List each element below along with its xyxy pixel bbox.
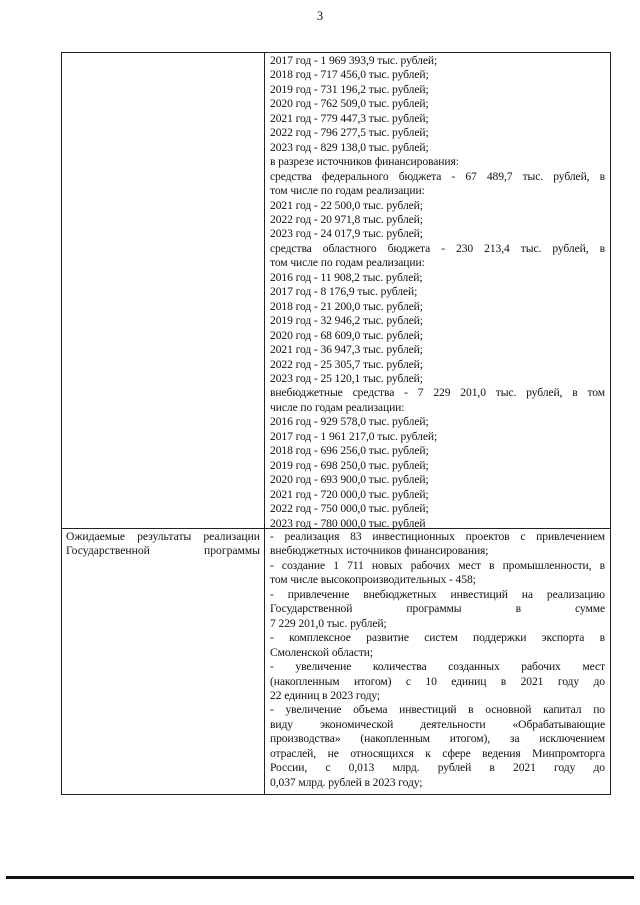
- funding-line: 2021 год - 720 000,0 тыс. рублей;: [270, 487, 429, 501]
- funding-line: 2022 год - 796 277,5 тыс. рублей;: [270, 126, 429, 140]
- funding-line: 2023 год - 25 120,1 тыс. рублей;: [270, 371, 423, 385]
- result-line: - реализация 83 инвестиционных проектов с привлечением: [270, 530, 605, 543]
- funding-line: числе по годам реализации:: [270, 400, 405, 414]
- result-line: - увеличение объема инвестиций в основной капитал по: [270, 703, 605, 717]
- funding-line: 2018 год - 696 256,0 тыс. рублей;: [270, 444, 429, 458]
- result-line: (накопленным итогом) с 10 единиц в 2021 году до: [270, 674, 605, 688]
- result-line: виду экономической деятельности «Обрабатывающие: [270, 717, 605, 731]
- funding-line: 2022 год - 20 971,8 тыс. рублей;: [270, 212, 423, 226]
- program-passport-table: [61, 52, 611, 795]
- funding-line: том числе по годам реализации:: [270, 184, 425, 198]
- funding-line: 2020 год - 762 509,0 тыс. рублей;: [270, 97, 429, 111]
- result-line: внебюджетных источников финансирования;: [270, 544, 489, 558]
- expected-results-content-cell: [265, 529, 610, 794]
- funding-line: внебюджетные средства - 7 229 201,0 тыс. рублей, в том: [270, 386, 605, 400]
- result-line: - привлечение внебюджетных инвестиций на реализацию: [270, 587, 605, 601]
- footer-rule: [6, 876, 634, 879]
- funding-line: 2019 год - 731 196,2 тыс. рублей;: [270, 82, 429, 96]
- result-line: 0,037 млрд. рублей в 2023 году;: [270, 775, 423, 789]
- result-line: Государственной программы в сумме: [270, 602, 605, 616]
- result-line: - комплексное развитие систем поддержки экспорта в: [270, 631, 605, 645]
- funding-line: 2017 год - 1 969 393,9 тыс. рублей;: [270, 54, 438, 67]
- funding-line: в разрезе источников финансирования:: [270, 155, 459, 169]
- funding-line: средства областного бюджета - 230 213,4 тыс. рублей, в: [270, 241, 605, 255]
- funding-line: 2019 год - 32 946,2 тыс. рублей;: [270, 314, 423, 328]
- funding-line: 2016 год - 11 908,2 тыс. рублей;: [270, 270, 423, 284]
- funding-line: 2022 год - 750 000,0 тыс. рублей;: [270, 502, 429, 516]
- expected-results-label: Ожидаемые результаты реализации Государственной программы: [66, 530, 260, 558]
- result-line: производства» (накопленным итогом), за исключением: [270, 732, 605, 746]
- funding-line: 2020 год - 68 609,0 тыс. рублей;: [270, 328, 423, 342]
- result-line: 22 единиц в 2023 году;: [270, 688, 381, 702]
- result-line: - увеличение количества созданных рабочих мест: [270, 660, 605, 674]
- funding-line: 2023 год - 24 017,9 тыс. рублей;: [270, 227, 423, 241]
- expected-results-label-cell: [62, 529, 265, 794]
- funding-line: 2020 год - 693 900,0 тыс. рублей;: [270, 473, 429, 487]
- funding-line: 2021 год - 22 500,0 тыс. рублей;: [270, 198, 423, 212]
- funding-line: 2022 год - 25 305,7 тыс. рублей;: [270, 357, 423, 371]
- funding-line: 2018 год - 21 200,0 тыс. рублей;: [270, 299, 423, 313]
- funding-line: 2017 год - 8 176,9 тыс. рублей;: [270, 285, 418, 299]
- funding-line: 2017 год - 1 961 217,0 тыс. рублей;: [270, 429, 438, 443]
- funding-label-cell: [62, 53, 265, 528]
- funding-line: 2021 год - 36 947,3 тыс. рублей;: [270, 343, 423, 357]
- funding-line: 2019 год - 698 250,0 тыс. рублей;: [270, 458, 429, 472]
- funding-line: 2023 год - 780 000,0 тыс. рублей: [270, 516, 426, 530]
- result-line: том числе высокопроизводительных - 458;: [270, 573, 476, 587]
- result-line: отраслей, не относящихся к сфере ведения Минпромторга: [270, 746, 605, 760]
- funding-content-cell: [265, 53, 610, 528]
- expected-results-row: [62, 528, 610, 794]
- funding-line: 2018 год - 717 456,0 тыс. рублей;: [270, 68, 429, 82]
- funding-line: 2016 год - 929 578,0 тыс. рублей;: [270, 415, 429, 429]
- funding-line: 2023 год - 829 138,0 тыс. рублей;: [270, 140, 429, 154]
- result-line: Смоленской области;: [270, 645, 374, 659]
- funding-line: 2021 год - 779 447,3 тыс. рублей;: [270, 111, 429, 125]
- funding-row: [62, 53, 610, 528]
- page-number: 3: [316, 9, 324, 23]
- result-line: 7 229 201,0 тыс. рублей;: [270, 616, 387, 630]
- result-line: России, с 0,013 млрд. рублей в 2021 году до: [270, 761, 605, 775]
- funding-line: средства федерального бюджета - 67 489,7 тыс. рублей, в: [270, 169, 605, 183]
- funding-line: том числе по годам реализации:: [270, 256, 425, 270]
- result-line: - создание 1 711 новых рабочих мест в промышленности, в: [270, 558, 605, 572]
